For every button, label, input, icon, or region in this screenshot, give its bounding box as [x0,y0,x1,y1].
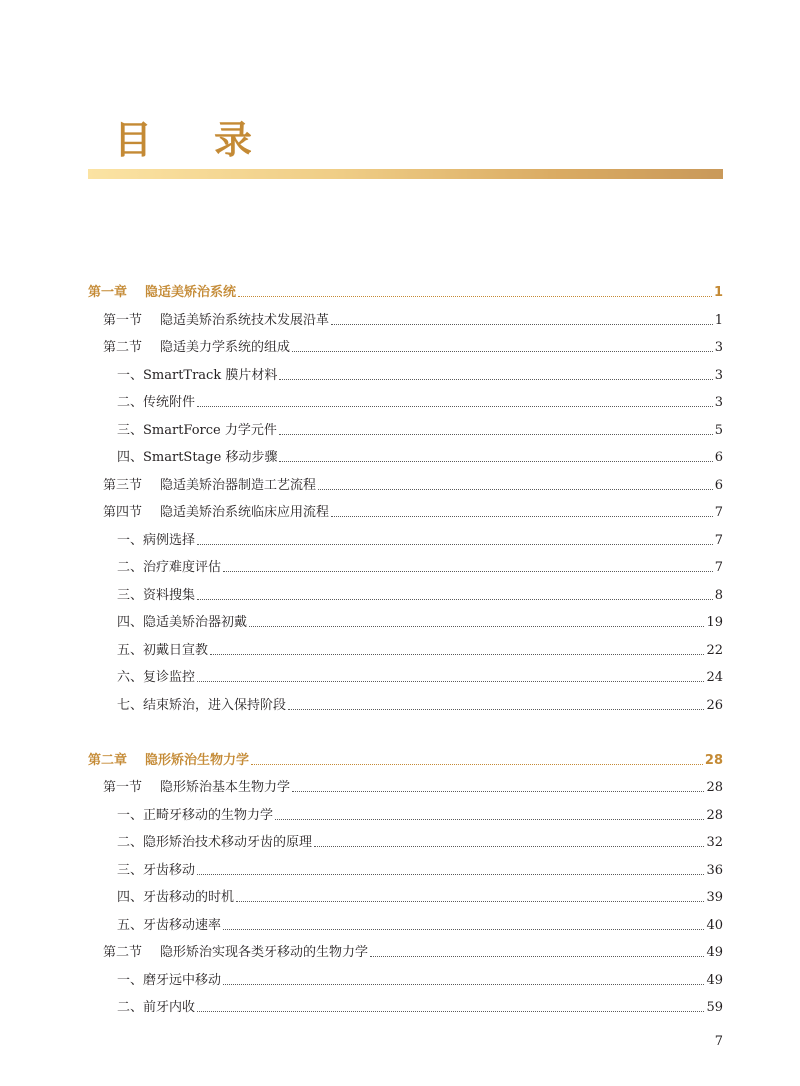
toc-item[interactable] [117,528,723,550]
item-title: 三、牙齿移动 [117,863,196,878]
item-title: 二、隐形矫治技术移动牙齿的原理 [117,835,313,850]
dot-leader [275,819,704,820]
page-ref: 26 [706,698,723,713]
toc-item[interactable] [117,995,723,1017]
page-number: 7 [714,1034,723,1049]
toc-section[interactable] [103,775,723,797]
page-ref: 7 [714,505,723,520]
item-title: 五、初戴日宣教 [117,643,209,658]
dot-leader [223,984,704,985]
page-ref: 7 [714,560,723,575]
toc-section[interactable] [103,473,723,495]
section-title: 隐适美矫治系统临床应用流程 [160,505,330,520]
toc-item[interactable] [117,445,723,467]
dot-leader [370,956,704,957]
toc-section[interactable] [103,500,723,522]
page-ref: 28 [706,808,723,823]
toc-item[interactable] [117,665,723,687]
section-number: 第二节 [103,945,143,960]
dot-leader [197,599,713,600]
title-char-2: 录 [214,118,253,162]
item-title: 二、前牙内收 [117,1000,196,1015]
item-title: 七、结束矫治，进入保持阶段 [117,698,287,713]
toc-item[interactable] [117,968,723,990]
dot-leader [223,571,713,572]
toc-item[interactable] [117,885,723,907]
item-title: 四、隐适美矫治器初戴 [117,615,248,630]
dot-leader [279,434,713,435]
dot-leader [197,544,713,545]
section-number: 第二节 [103,340,143,355]
chapter-title: 隐形矫治生物力学 [145,753,250,768]
dot-leader [238,296,712,297]
page-ref: 5 [714,423,723,438]
page-ref: 1 [714,313,723,328]
item-title: 三、SmartForce 力学元件 [117,423,277,438]
page-ref: 3 [714,340,723,355]
toc-section[interactable] [103,335,723,357]
dot-leader [197,406,713,407]
dot-leader [279,461,712,462]
dot-leader [314,846,704,847]
dot-leader [197,681,704,682]
toc-item[interactable] [117,555,723,577]
section-title: 隐适美矫治器制造工艺流程 [160,478,317,493]
page-ref: 24 [706,670,723,685]
dot-leader [197,874,704,875]
section-number: 第四节 [103,505,143,520]
dot-leader [331,324,713,325]
page-ref: 28 [706,780,723,795]
toc-item[interactable] [117,418,723,440]
section-title: 隐形矫治实现各类牙移动的生物力学 [160,945,369,960]
toc-item[interactable] [117,830,723,852]
page-ref: 22 [706,643,723,658]
dot-leader [210,654,704,655]
toc-item[interactable] [117,610,723,632]
item-title: 一、SmartTrack 膜片材料 [117,368,278,383]
dot-leader [249,626,704,627]
dot-leader [236,901,704,902]
item-title: 五、牙齿移动速率 [117,918,222,933]
section-title: 隐适美矫治系统技术发展沿革 [160,313,330,328]
item-title: 二、治疗难度评估 [117,560,222,575]
item-title: 四、牙齿移动的时机 [117,890,235,905]
toc-item[interactable] [117,858,723,880]
toc-item[interactable] [117,913,723,935]
dot-leader [292,351,713,352]
page-ref: 6 [714,450,723,465]
chapter-number: 第一章 [88,285,128,300]
page-ref: 3 [714,395,723,410]
page-ref: 19 [706,615,723,630]
toc-item[interactable] [117,390,723,412]
section-number: 第一节 [103,313,143,328]
page-ref: 1 [713,285,723,300]
dot-leader [279,379,712,380]
page-ref: 36 [706,863,723,878]
page-ref: 7 [714,533,723,548]
dot-leader [331,516,713,517]
dot-leader [318,489,713,490]
toc-chapter-2[interactable] [88,748,723,770]
page-ref: 32 [706,835,723,850]
toc-chapter-1[interactable] [88,280,723,302]
section-number: 第三节 [103,478,143,493]
toc-item[interactable] [117,363,723,385]
page-ref: 28 [704,753,723,768]
page-ref: 39 [706,890,723,905]
page-ref: 3 [714,368,723,383]
page-ref: 6 [714,478,723,493]
chapter-number: 第二章 [88,753,128,768]
item-title: 二、传统附件 [117,395,196,410]
dot-leader [288,709,704,710]
item-title: 一、磨牙远中移动 [117,973,222,988]
toc-section[interactable] [103,940,723,962]
section-title: 隐形矫治基本生物力学 [160,780,291,795]
section-number: 第一节 [103,780,143,795]
section-title: 隐适美力学系统的组成 [160,340,291,355]
title-underline-bar [88,169,723,179]
toc-section[interactable] [103,308,723,330]
title-char-1: 目 [114,118,153,162]
item-title: 三、资料搜集 [117,588,196,603]
page-ref: 8 [714,588,723,603]
dot-leader [251,764,703,765]
dot-leader [223,929,704,930]
toc-item[interactable] [117,803,723,825]
dot-leader [292,791,704,792]
page-ref: 59 [706,1000,723,1015]
item-title: 一、病例选择 [117,533,196,548]
page-ref: 49 [706,945,723,960]
item-title: 六、复诊监控 [117,670,196,685]
chapter-title: 隐适美矫治系统 [145,285,237,300]
toc-item[interactable] [117,638,723,660]
toc-item[interactable] [117,583,723,605]
page-ref: 49 [706,973,723,988]
page-title [114,118,252,162]
dot-leader [197,1011,704,1012]
item-title: 四、SmartStage 移动步骤 [117,450,278,465]
page-ref: 40 [706,918,723,933]
item-title: 一、正畸牙移动的生物力学 [117,808,274,823]
toc-item[interactable] [117,693,723,715]
